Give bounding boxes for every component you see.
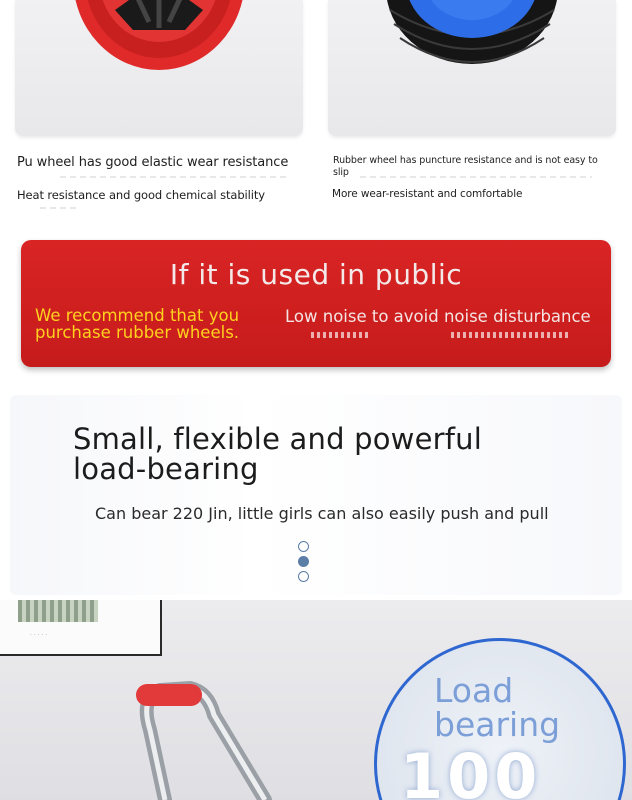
banner-noise-text: Low noise to avoid noise disturbance [285, 307, 591, 326]
frame-caption: · · · · · [30, 632, 48, 639]
blurred-subtext [40, 207, 80, 209]
pu-wheel-illustration [15, 0, 303, 136]
load-bearing-title: Load bearing [434, 671, 561, 744]
rubber-wheel-feature-1: Rubber wheel has puncture resistance and is not easy to slip [333, 155, 598, 178]
blurred-subtext [360, 176, 592, 178]
blurred-subtext [60, 176, 290, 178]
pu-wheel-feature-2: Heat resistance and good chemical stability [17, 188, 265, 202]
blurred-subtext [311, 332, 371, 338]
pu-wheel-image-card [15, 0, 303, 136]
banner-title: If it is used in public [169, 258, 463, 291]
product-photo [0, 600, 632, 800]
load-bearing-value: 100 [400, 740, 542, 800]
blurred-subtext [451, 332, 571, 338]
carousel-dot-1[interactable] [298, 541, 309, 552]
feature-headline: Small, flexible and powerful load-bearing [73, 422, 482, 486]
public-use-banner [21, 240, 611, 367]
carousel-indicator [298, 541, 310, 586]
carousel-dot-2[interactable] [298, 556, 309, 567]
banner-recommendation: We recommend that you purchase rubber wheels. [35, 306, 240, 342]
rubber-wheel-illustration [328, 0, 616, 136]
feature-subline: Can bear 220 Jin, little girls can also easily push and pull [95, 504, 549, 523]
pu-wheel-feature-1: Pu wheel has good elastic wear resistance [17, 155, 289, 170]
rubber-wheel-feature-2: More wear-resistant and comfortable [332, 188, 523, 200]
carousel-dot-3[interactable] [298, 571, 309, 582]
rubber-wheel-image-card [328, 0, 616, 136]
